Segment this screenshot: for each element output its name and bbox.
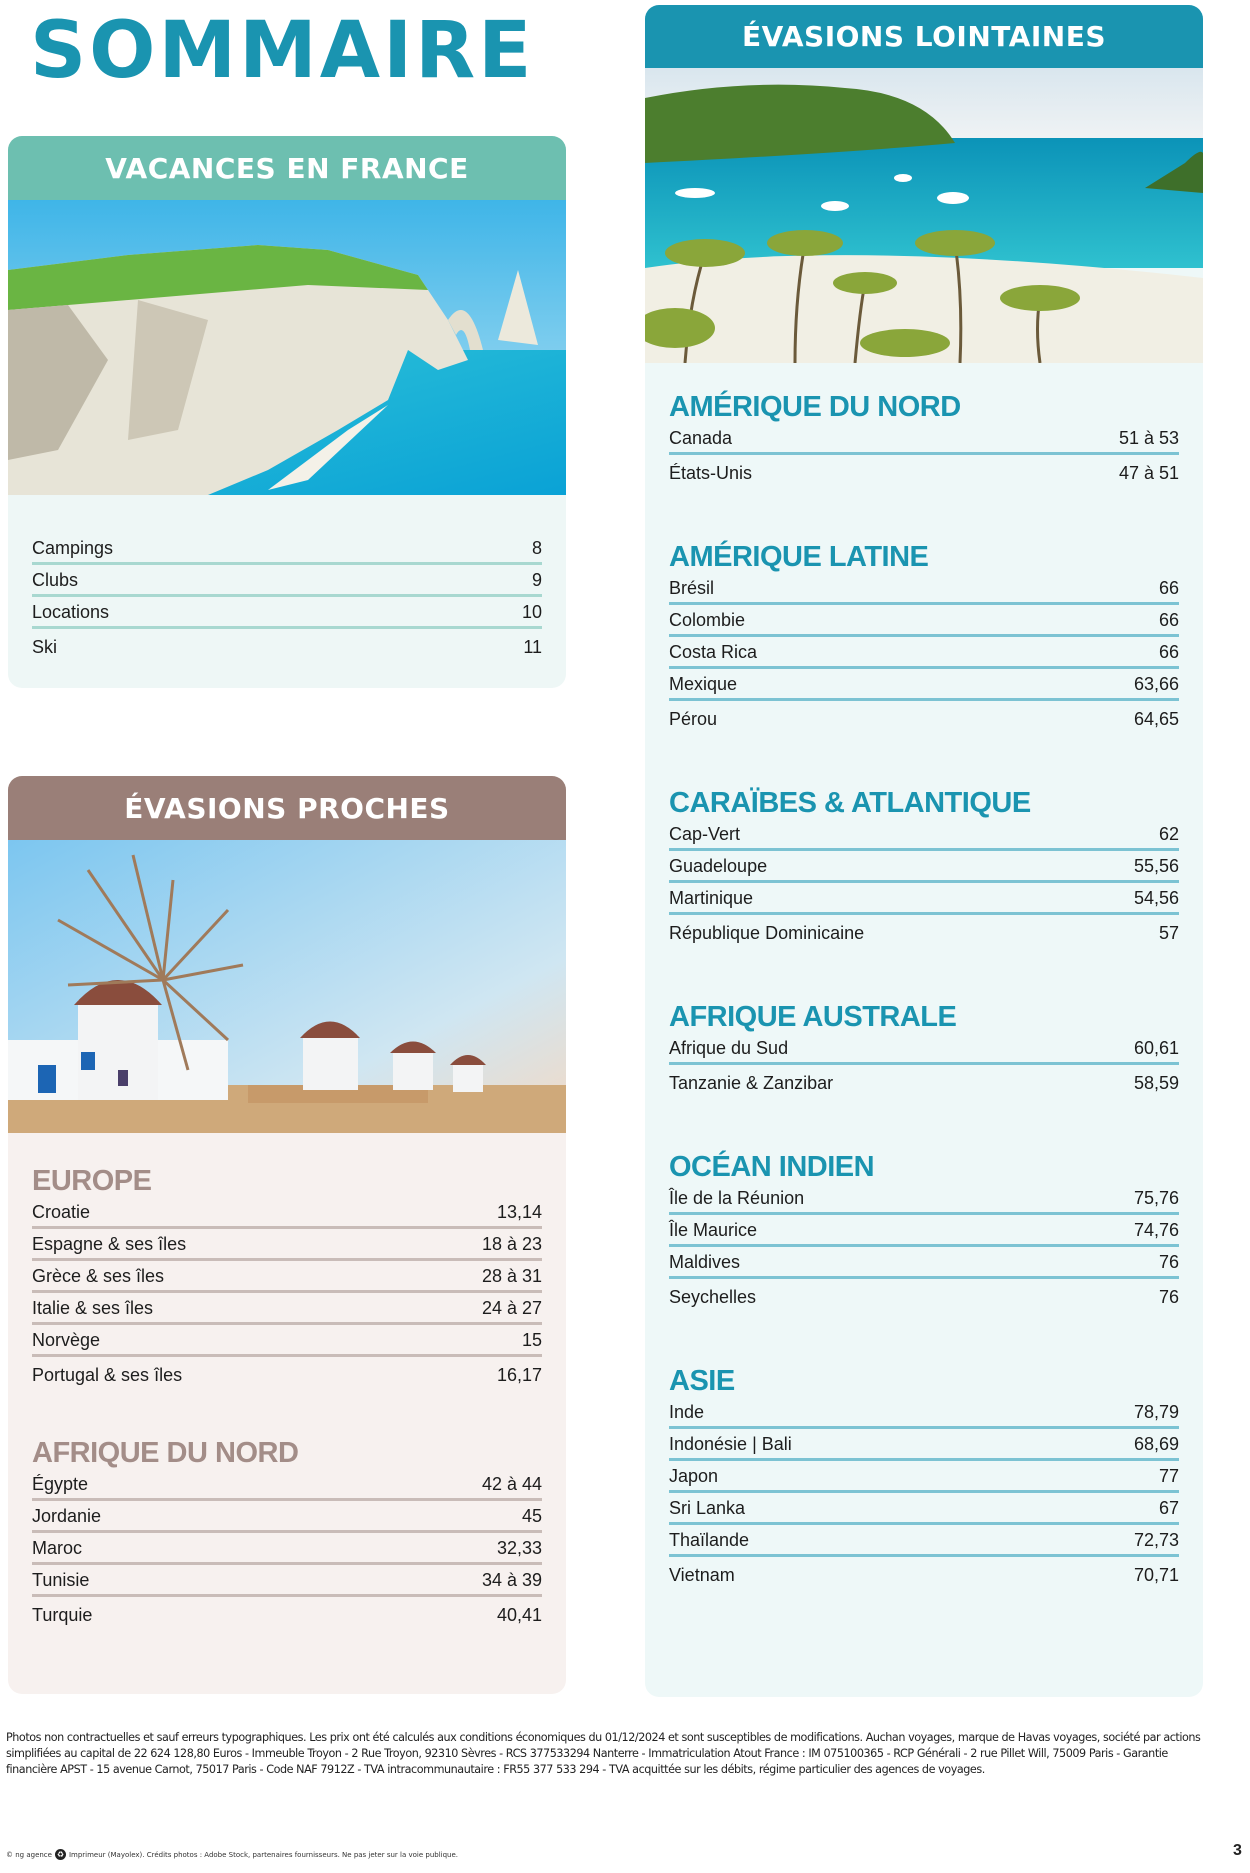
- section-title: CARAÏBES & ATLANTIQUE: [669, 787, 1031, 819]
- toc-label: Martinique: [669, 888, 754, 908]
- toc-label: Norvège: [32, 1330, 101, 1350]
- toc-row[interactable]: [669, 1461, 1179, 1493]
- toc-row[interactable]: [669, 1525, 1179, 1557]
- toc-row[interactable]: [669, 1429, 1179, 1461]
- toc-label: Campings: [32, 538, 114, 558]
- toc-label: Sri Lanka: [669, 1498, 746, 1518]
- toc-label: Thaïlande: [669, 1530, 750, 1550]
- toc-pages: 9: [531, 570, 542, 590]
- section-title: AMÉRIQUE DU NORD: [669, 391, 961, 423]
- toc-pages: 40,41: [496, 1605, 542, 1625]
- section-title: EUROPE: [32, 1165, 152, 1197]
- toc-row[interactable]: [669, 423, 1179, 455]
- section-title: AFRIQUE AUSTRALE: [669, 1001, 957, 1033]
- toc-label: Locations: [32, 602, 110, 622]
- credits-line: [6, 1849, 458, 1860]
- toc-label: Brésil: [669, 578, 715, 598]
- toc-pages: 74,76: [1133, 1220, 1179, 1240]
- toc-pages: 75,76: [1133, 1188, 1179, 1208]
- toc-label: Jordanie: [32, 1506, 102, 1526]
- proches-list: [8, 1133, 566, 1629]
- france-list: [8, 495, 566, 661]
- credits-prefix: © ng agence: [6, 1850, 52, 1859]
- toc-label: Île Maurice: [669, 1220, 758, 1240]
- recycle-icon: ♻: [56, 1850, 65, 1859]
- toc-pages: 51 à 53: [1118, 428, 1179, 448]
- toc-row[interactable]: [32, 1533, 542, 1565]
- cliffs-photo: [8, 200, 566, 495]
- toc-row[interactable]: [669, 1033, 1179, 1065]
- section-afrique-australe: [669, 1001, 1179, 1097]
- toc-row[interactable]: [669, 455, 1179, 487]
- toc-row[interactable]: [669, 637, 1179, 669]
- toc-pages: 68,69: [1133, 1434, 1179, 1454]
- section-caraibes-atlantique: [669, 787, 1179, 947]
- toc-label: Afrique du Sud: [669, 1038, 789, 1058]
- toc-row[interactable]: [669, 701, 1179, 733]
- cliffs-image-icon: [8, 200, 566, 495]
- toc-label: République Dominicaine: [669, 923, 865, 943]
- windmills-photo: [8, 840, 566, 1133]
- toc-pages: 64,65: [1133, 709, 1179, 729]
- toc-pages: 11: [523, 637, 542, 657]
- toc-pages: 55,56: [1133, 856, 1179, 876]
- tropical-bay-photo: [645, 68, 1203, 363]
- toc-row[interactable]: [669, 1397, 1179, 1429]
- toc-row[interactable]: [32, 1501, 542, 1533]
- section-ocean-indien: [669, 1151, 1179, 1311]
- card-vacances-en-france: [8, 136, 566, 688]
- toc-pages: 66: [1158, 610, 1179, 630]
- toc-label: Pérou: [669, 709, 718, 729]
- section-title: AMÉRIQUE LATINE: [669, 541, 929, 573]
- section-europe: [32, 1165, 542, 1389]
- section-title: ASIE: [669, 1365, 735, 1397]
- toc-label: Seychelles: [669, 1287, 757, 1307]
- tropical-image-icon: [645, 68, 1203, 363]
- toc-pages: 28 à 31: [481, 1266, 542, 1286]
- toc-row[interactable]: [669, 1279, 1179, 1311]
- section-asie: [669, 1365, 1179, 1589]
- toc-label: États-Unis: [669, 463, 753, 483]
- toc-pages: 16,17: [496, 1365, 542, 1385]
- toc-row[interactable]: [32, 1261, 542, 1293]
- toc-row[interactable]: [32, 1197, 542, 1229]
- toc-label: Maldives: [669, 1252, 741, 1272]
- toc-row[interactable]: [32, 1469, 542, 1501]
- toc-pages: 77: [1158, 1466, 1179, 1486]
- toc-label: Canada: [669, 428, 733, 448]
- toc-pages: 63,66: [1133, 674, 1179, 694]
- section-amerique-latine: [669, 541, 1179, 733]
- page-number: 3: [1233, 1842, 1242, 1859]
- toc-pages: 42 à 44: [481, 1474, 542, 1494]
- toc-row[interactable]: [669, 1065, 1179, 1097]
- toc-pages: 10: [521, 602, 542, 622]
- lointaines-list: [645, 363, 1203, 1589]
- section-title: OCÉAN INDIEN: [669, 1151, 875, 1183]
- toc-pages: 47 à 51: [1118, 463, 1179, 483]
- toc-pages: 18 à 23: [481, 1234, 542, 1254]
- toc-pages: 66: [1158, 578, 1179, 598]
- section-amerique-du-nord: [669, 391, 1179, 487]
- toc-row[interactable]: [32, 629, 542, 661]
- toc-label: Portugal & ses îles: [32, 1365, 183, 1385]
- card-evasions-lointaines: [645, 5, 1203, 1697]
- toc-pages: 78,79: [1133, 1402, 1179, 1422]
- toc-row[interactable]: [669, 883, 1179, 915]
- toc-label: Turquie: [32, 1605, 93, 1625]
- toc-row[interactable]: [32, 533, 542, 565]
- toc-label: Tunisie: [32, 1570, 90, 1590]
- toc-label: Espagne & ses îles: [32, 1234, 187, 1254]
- toc-label: Indonésie | Bali: [669, 1434, 792, 1454]
- toc-row[interactable]: [32, 1293, 542, 1325]
- toc-row[interactable]: [32, 597, 542, 629]
- card-header-lointaines: ÉVASIONS LOINTAINES: [645, 5, 1203, 68]
- toc-row[interactable]: [669, 573, 1179, 605]
- toc-pages: 62: [1158, 824, 1179, 844]
- section-title: AFRIQUE DU NORD: [32, 1437, 299, 1469]
- toc-pages: 60,61: [1133, 1038, 1179, 1058]
- toc-label: Vietnam: [669, 1565, 735, 1585]
- windmills-image-icon: [8, 840, 566, 1133]
- card-header-proches: ÉVASIONS PROCHES: [8, 776, 566, 840]
- toc-row[interactable]: [669, 669, 1179, 701]
- toc-row[interactable]: [32, 1357, 542, 1389]
- toc-label: Ski: [32, 637, 58, 657]
- card-evasions-proches: [8, 776, 566, 1694]
- toc-pages: 72,73: [1133, 1530, 1179, 1550]
- toc-label: Colombie: [669, 610, 746, 630]
- card-header-france: VACANCES EN FRANCE: [8, 136, 566, 200]
- section-afrique-du-nord: [32, 1437, 542, 1629]
- toc-row[interactable]: [669, 1247, 1179, 1279]
- toc-row[interactable]: [669, 1183, 1179, 1215]
- toc-pages: 34 à 39: [481, 1570, 542, 1590]
- toc-label: Costa Rica: [669, 642, 758, 662]
- toc-row[interactable]: [669, 605, 1179, 637]
- toc-pages: 58,59: [1133, 1073, 1179, 1093]
- page-title: SOMMAIRE: [30, 6, 535, 96]
- toc-row[interactable]: [32, 1325, 542, 1357]
- toc-pages: 70,71: [1133, 1565, 1179, 1585]
- toc-label: Inde: [669, 1402, 705, 1422]
- toc-label: Maroc: [32, 1538, 83, 1558]
- toc-pages: 45: [521, 1506, 542, 1526]
- toc-label: Tanzanie & Zanzibar: [669, 1073, 834, 1093]
- toc-pages: 67: [1158, 1498, 1179, 1518]
- toc-label: Guadeloupe: [669, 856, 768, 876]
- toc-row[interactable]: [669, 1493, 1179, 1525]
- toc-pages: 76: [1158, 1252, 1179, 1272]
- toc-pages: 76: [1158, 1287, 1179, 1307]
- toc-pages: 54,56: [1133, 888, 1179, 908]
- toc-row[interactable]: [669, 1557, 1179, 1589]
- toc-label: Égypte: [32, 1474, 89, 1494]
- toc-label: Grèce & ses îles: [32, 1266, 165, 1286]
- toc-label: Italie & ses îles: [32, 1298, 154, 1318]
- toc-row[interactable]: [32, 1229, 542, 1261]
- toc-pages: 13,14: [496, 1202, 542, 1222]
- toc-label: Croatie: [32, 1202, 91, 1222]
- toc-pages: 57: [1158, 923, 1179, 943]
- legal-notice: Photos non contractuelles et sauf erreurs typographiques. Les prix ont été calculés aux conditions économiques du 01/12/2024 et sont susceptibles de modifications. Auchan voyages, marque de Havas voyages, société par actions simplifiées au capital de 22 624 128,80 Euros - Immeuble Troyon - 2 Rue Troyon, 92310 Sèvres - RCS 377533294 Nanterre - Immatriculation Atout France : IM 075100365 - RCP Générali - 2 rue Pillet Will, 75009 Paris - Garantie financière APST - 15 avenue Carnot, 75017 Paris - Code NAF 7912Z - TVA intracommunautaire : FR55 377 533 294 - TVA acquittée sur les débits, régime particulier des agences de voyages.: [6, 1731, 1201, 1776]
- toc-row[interactable]: [669, 915, 1179, 947]
- toc-row[interactable]: [32, 1565, 542, 1597]
- toc-row[interactable]: [32, 565, 542, 597]
- toc-label: Cap-Vert: [669, 824, 741, 844]
- toc-pages: 66: [1158, 642, 1179, 662]
- credits-text: Imprimeur (Mayolex). Crédits photos : Adobe Stock, partenaires fournisseurs. Ne pas jeter sur la voie publique.: [68, 1850, 458, 1859]
- toc-row[interactable]: [669, 851, 1179, 883]
- toc-pages: 32,33: [496, 1538, 542, 1558]
- toc-label: Mexique: [669, 674, 738, 694]
- toc-pages: 15: [521, 1330, 542, 1350]
- toc-label: Île de la Réunion: [669, 1188, 805, 1208]
- toc-row[interactable]: [32, 1597, 542, 1629]
- toc-label: Clubs: [32, 570, 79, 590]
- toc-pages: 24 à 27: [481, 1298, 542, 1318]
- toc-row[interactable]: [669, 819, 1179, 851]
- toc-row[interactable]: [669, 1215, 1179, 1247]
- toc-label: Japon: [669, 1466, 719, 1486]
- toc-pages: 8: [531, 538, 542, 558]
